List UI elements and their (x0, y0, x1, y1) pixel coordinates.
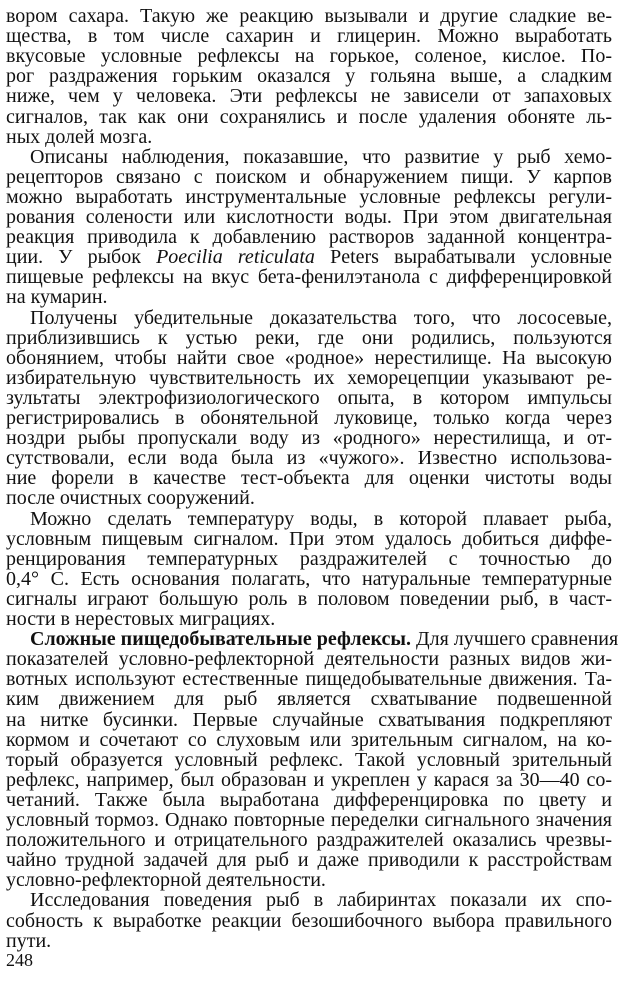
text-line: условно-рефлекторной деятельности. (6, 869, 326, 892)
text-line: Исследования поведения рыб в лабиринтах показали их спо- (30, 889, 612, 912)
text-line: показателей условно-рефлекторной деятельности разных видов жи- (6, 648, 612, 671)
text-line: Получены убедительные доказательства того, что лососевые, (30, 306, 612, 329)
text-line: ноздри рыбы пропускали воду из «родного» нерестилища, и от- (6, 427, 612, 450)
text-line: торый образуется условный рефлекс. Такой условный зрительный (6, 748, 612, 771)
text-line: рования солености или кислотности воды. При этом двигательная (6, 206, 612, 228)
text-line: условный тормоз. Однако повторные переделки сигнального значения (6, 809, 612, 831)
text-line: пути. (6, 929, 52, 952)
text-line: рецепторов связано с поиском и обнаружением пищи. У карпов (6, 165, 612, 188)
text-line: сигналы играют большую роль в половом поведении рыб, в част- (6, 587, 612, 610)
text-line: рефлекс, например, был образован и укреплен у карася за 30—40 со- (6, 768, 612, 791)
text-line: вором сахара. Такую же реакцию вызывали и другие сладкие ве- (6, 5, 612, 27)
text-line: обонянием, чтобы найти свое «родное» нерестилище. На высокую (6, 346, 612, 369)
text-line: кормом и сочетают со слуховым или зрительным сигналом, на ко- (6, 728, 612, 751)
text-line: щества, в том числе сахарин и глицерин. Можно выработать (6, 25, 612, 48)
text-line: четаний. Также была выработана дифференцировка по цвету и (6, 788, 612, 811)
text-line: сигналов, так как они сохранялись и после удаления обоняте ль- (6, 105, 612, 128)
text-line: ким движением для рыб является схватывание подвешенной (6, 688, 612, 711)
text-line: ние форели в качестве тест-объекта для оценки чистоты воды (6, 467, 612, 490)
text-line: регистрировались в обонятельной луковице, только когда через (6, 407, 612, 429)
text-line: сутствовали, если вода была из «чужого». Известно использова- (6, 447, 612, 470)
text-line: условным пищевым сигналом. При этом удалось добиться диффе- (6, 527, 612, 550)
page-number: 248 (6, 950, 33, 970)
text-line: на кумарин. (6, 286, 108, 309)
text-line: пищевые рефлексы на вкус бета-фенилэтанола с дифференцировкой (6, 266, 612, 289)
text-line: приблизившись к устью реки, где они родились, пользуются (6, 326, 612, 349)
text-line: 0,4° С. Есть основания полагать, что натуральные температурные (6, 567, 612, 590)
text-line: Сложные пищедобывательные рефлексы. Для лучшего сравнения (30, 628, 619, 651)
text-line: ных долей мозга. (6, 125, 153, 148)
text-line: ности в нерестовых миграциях. (6, 608, 276, 630)
text-line: можно выработать инструментальные условные рефлексы регули- (6, 185, 612, 208)
text-line: собность к выработке реакции безошибочного выбора правильного (6, 909, 612, 932)
text-line: рог раздражения горьким оказался у гольяна выше, а сладким (6, 65, 612, 88)
text-line: после очистных сооружений. (6, 487, 255, 510)
text-line: ренцирования температурных раздражителей с точностью до (6, 547, 612, 570)
text-line: Описаны наблюдения, показавшие, что развитие у рыб хемо- (30, 145, 612, 168)
text-line: Можно сделать температуру воды, в которой плавает рыба, (30, 507, 612, 530)
text-line: реакция приводила к добавлению растворов заданной концентра- (6, 226, 612, 249)
text-line: ции. У рыбок Poecilia reticulata Peters вырабатывали условные (6, 246, 612, 269)
text-line: чайно трудной задачей для рыб и даже приводили к расстройствам (6, 849, 612, 872)
text-line: на нитке бусинки. Первые случайные схватывания подкрепляют (6, 708, 612, 731)
text-line: положительного и отрицательного раздражителей оказались чрезвы- (6, 829, 612, 852)
text-line: зультаты электрофизиологического опыта, в котором импульсы (6, 386, 612, 409)
text-line: ниже, чем у человека. Эти рефлексы не зависели от запаховых (6, 85, 612, 108)
text-line: вкусовые условные рефлексы на горькое, соленое, кислое. По- (6, 45, 612, 68)
text-line: вотных используют естественные пищедобывательные движения. Та- (6, 668, 612, 691)
text-line: избирательную чувствительность их хеморецепции указывают ре- (6, 366, 612, 389)
